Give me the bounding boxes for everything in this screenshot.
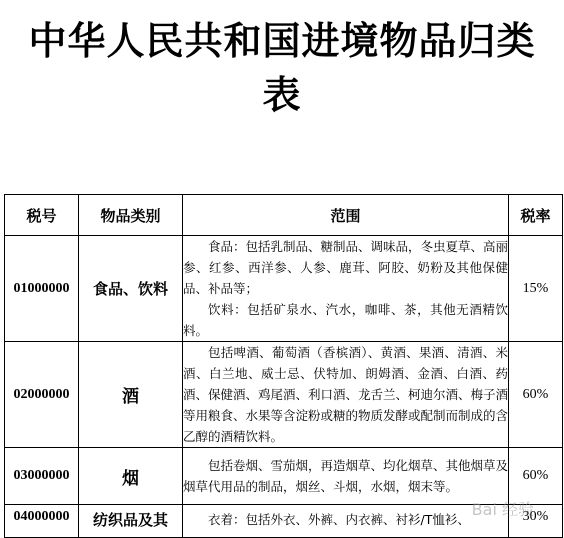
page-title-line-1: 中华人民共和国进境物品归类: [28, 19, 536, 63]
row-scope-paragraph: 饮料：包括矿泉水、汽水，咖啡、茶，其他无酒精饮料。: [183, 302, 508, 338]
row-scope-paragraph: 包括卷烟、雪茄烟，再造烟草、均化烟草、其他烟草及烟草代用品的制品，烟丝、斗烟，水烟，烟末等。: [183, 458, 509, 494]
table-row: [5, 236, 563, 342]
row-scope-paragraph: 食品：包括乳制品、糖制品、调味品，冬虫夏草、高丽参、红参、西洋参、人参、鹿茸、阿胶、奶粉及其他保健品、补品等；: [183, 239, 509, 296]
row-scope: [183, 236, 509, 342]
row-category: 烟: [79, 448, 183, 505]
row-scope-paragraph: 衣着：包括外衣、外裤、内衣裤、衬衫/T恤衫、: [208, 512, 470, 527]
table-row: [5, 448, 563, 505]
row-code: 01000000: [5, 236, 79, 342]
row-scope: [183, 342, 509, 448]
table-row: [5, 342, 563, 448]
row-rate: 60%: [509, 342, 563, 448]
table-header-row: [5, 195, 563, 236]
row-category: 酒: [79, 342, 183, 448]
row-code: 02000000: [5, 342, 79, 448]
header-scope: 范围: [183, 195, 509, 236]
header-category: 物品类别: [79, 195, 183, 236]
header-code: 税号: [5, 195, 79, 236]
page-title: [0, 14, 564, 122]
row-category: 食品、饮料: [79, 236, 183, 342]
row-scope-paragraph: 包括啤酒、葡萄酒（香槟酒）、黄酒、果酒、清酒、米酒、白兰地、威士忌、伏特加、朗姆酒、金酒、白酒、药酒、保健酒、鸡尾酒、利口酒、龙舌兰、柯迪尔酒、梅子酒等用粮食、水果等含淀粉或糖的物质发酵或配制而制成的含乙醇的酒精饮料。: [183, 345, 509, 444]
row-rate: 30%: [509, 505, 563, 538]
table-row: [5, 505, 563, 538]
row-scope: [183, 448, 509, 505]
watermark-logo: Bai 经验: [471, 500, 534, 519]
header-rate: 税率: [509, 195, 563, 236]
row-code: 04000000: [5, 505, 79, 538]
row-rate: 15%: [509, 236, 563, 342]
row-rate: 60%: [509, 448, 563, 505]
classification-table: [4, 194, 563, 538]
page-title-line-2: 表: [262, 73, 302, 117]
row-category: 纺织品及其: [79, 505, 183, 538]
row-code: 03000000: [5, 448, 79, 505]
row-scope: [183, 505, 509, 538]
